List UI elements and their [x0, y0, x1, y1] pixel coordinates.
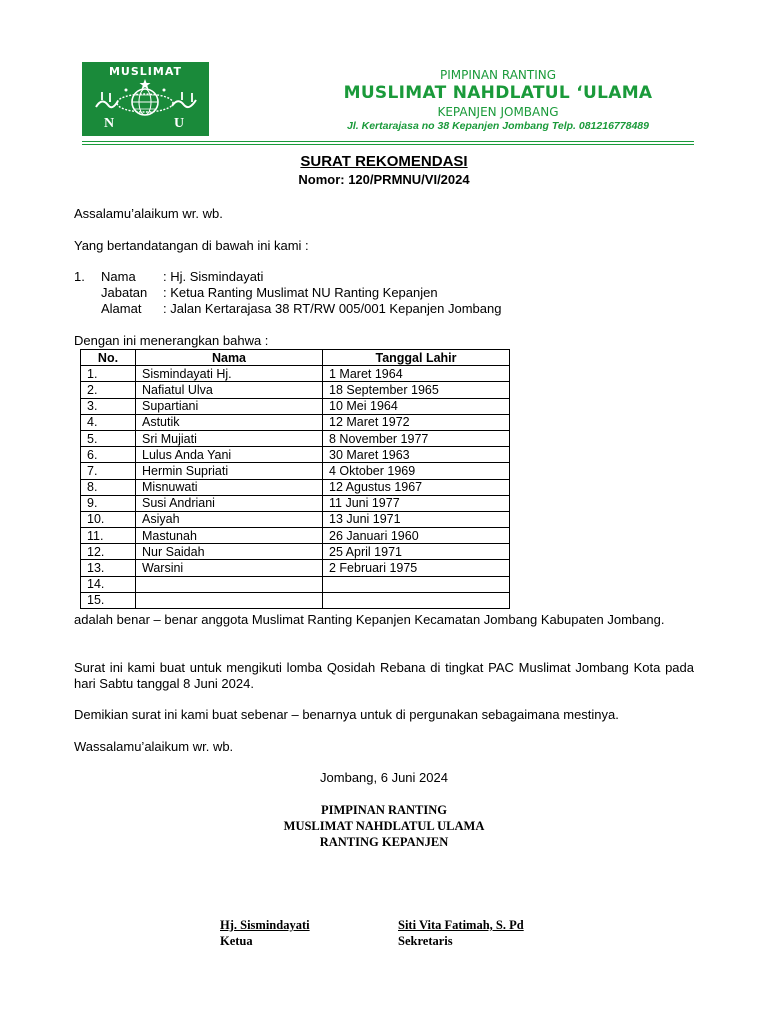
cell-no: 7.: [81, 463, 136, 479]
cell-nama: Hermin Supriati: [136, 463, 323, 479]
table-row: [81, 560, 510, 576]
cell-tanggal-lahir: 18 September 1965: [323, 382, 510, 398]
header-subtitle: PIMPINAN RANTING: [439, 68, 557, 82]
place-date: Jombang, 6 Juni 2024: [320, 770, 448, 785]
table-row: [81, 495, 510, 511]
cell-nama: Misnuwati: [136, 479, 323, 495]
cell-tanggal-lahir: 4 Oktober 1969: [323, 463, 510, 479]
signer-index: 1.: [74, 269, 85, 284]
cell-tanggal-lahir: 10 Mei 1964: [323, 398, 510, 414]
table-row: [81, 430, 510, 446]
cell-no: 10.: [81, 511, 136, 527]
signer-name-value: : Hj. Sismindayati: [163, 269, 264, 284]
table-row: [81, 398, 510, 414]
cell-tanggal-lahir: 26 Januari 1960: [323, 528, 510, 544]
cell-nama: Mastunah: [136, 528, 323, 544]
cell-no: 14.: [81, 576, 136, 592]
member-table: [80, 349, 510, 609]
table-row: [81, 366, 510, 382]
header-place: KEPANJEN JOMBANG: [437, 105, 559, 119]
cell-nama: Sri Mujiati: [136, 430, 323, 446]
signature-org-line2: MUSLIMAT NAHDLATUL ULAMA: [283, 819, 485, 833]
cell-tanggal-lahir: 25 April 1971: [323, 544, 510, 560]
muslimat-nu-logo: [82, 62, 209, 136]
signer-address-label: Alamat: [101, 301, 142, 316]
cell-no: 3.: [81, 398, 136, 414]
cell-no: 5.: [81, 430, 136, 446]
signer-position-value: : Ketua Ranting Muslimat NU Ranting Kepanjen: [163, 285, 438, 300]
cell-no: 6.: [81, 447, 136, 463]
membership-confirmation: adalah benar – benar anggota Muslimat Ranting Kepanjen Kecamatan Jombang Kabupaten Jombang.: [74, 612, 665, 627]
cell-tanggal-lahir: 30 Maret 1963: [323, 447, 510, 463]
column-header-tanggal-lahir: Tanggal Lahir: [323, 350, 510, 366]
table-row: [81, 576, 510, 592]
cell-no: 2.: [81, 382, 136, 398]
table-row: [81, 592, 510, 608]
cell-nama: Astutik: [136, 414, 323, 430]
statement-text: Dengan ini menerangkan bahwa :: [74, 333, 269, 348]
signatory-right-name: Siti Vita Fatimah, S. Pd: [398, 918, 524, 932]
cell-nama: Warsini: [136, 560, 323, 576]
signatory-left-role: Ketua: [220, 934, 253, 948]
cell-no: 1.: [81, 366, 136, 382]
cell-tanggal-lahir: 12 Maret 1972: [323, 414, 510, 430]
column-header-nama: Nama: [136, 350, 323, 366]
table-row: [81, 447, 510, 463]
cell-nama: [136, 592, 323, 608]
table-row: [81, 463, 510, 479]
cell-nama: Supartiani: [136, 398, 323, 414]
table-row: [81, 479, 510, 495]
signer-position-label: Jabatan: [101, 285, 148, 300]
cell-no: 15.: [81, 592, 136, 608]
table-header-row: [81, 350, 510, 366]
purpose-text: Surat ini kami buat untuk mengikuti lomba Qosidah Rebana di tingkat PAC Muslimat Jombang Kota pada hari Sabtu tanggal 8 Juni 2024.: [74, 660, 694, 691]
cell-no: 9.: [81, 495, 136, 511]
cell-no: 11.: [81, 528, 136, 544]
closing-statement: Demikian surat ini kami buat sebenar – benarnya untuk di pergunakan sebagaimana mestinya.: [74, 707, 619, 722]
greeting: Assalamu’alaikum wr. wb.: [74, 206, 223, 221]
logo-letter-u: U: [174, 116, 185, 131]
logo-top-text: MUSLIMAT: [108, 65, 182, 78]
table-row: [81, 544, 510, 560]
cell-nama: Lulus Anda Yani: [136, 447, 323, 463]
letter-number: Nomor: 120/PRMNU/VI/2024: [298, 172, 470, 187]
signatory-left-name: Hj. Sismindayati: [220, 918, 310, 932]
header-divider-bottom: [82, 144, 694, 145]
logo-letter-n: N: [104, 116, 115, 131]
cell-nama: Sismindayati Hj.: [136, 366, 323, 382]
cell-tanggal-lahir: 1 Maret 1964: [323, 366, 510, 382]
cell-tanggal-lahir: [323, 576, 510, 592]
cell-tanggal-lahir: 12 Agustus 1967: [323, 479, 510, 495]
signature-org-line1: PIMPINAN RANTING: [320, 803, 448, 817]
cell-tanggal-lahir: 8 November 1977: [323, 430, 510, 446]
cell-no: 13.: [81, 560, 136, 576]
cell-no: 4.: [81, 414, 136, 430]
signatory-right-role: Sekretaris: [398, 934, 453, 948]
cell-nama: Nur Saidah: [136, 544, 323, 560]
intro-text: Yang bertandatangan di bawah ini kami :: [74, 238, 309, 253]
cell-nama: Susi Andriani: [136, 495, 323, 511]
table-row: [81, 511, 510, 527]
cell-tanggal-lahir: 11 Juni 1977: [323, 495, 510, 511]
cell-nama: Asiyah: [136, 511, 323, 527]
cell-no: 8.: [81, 479, 136, 495]
cell-no: 12.: [81, 544, 136, 560]
letter-title: SURAT REKOMENDASI: [300, 153, 468, 170]
closing-greeting: Wassalamu’alaikum wr. wb.: [74, 739, 234, 754]
signature-org-line3: RANTING KEPANJEN: [319, 835, 449, 849]
cell-tanggal-lahir: 2 Februari 1975: [323, 560, 510, 576]
header-org-name: MUSLIMAT NAHDLATUL ‘ULAMA: [343, 83, 653, 103]
table-row: [81, 528, 510, 544]
cell-nama: Nafiatul Ulva: [136, 382, 323, 398]
signer-address-value: : Jalan Kertarajasa 38 RT/RW 005/001 Kepanjen Jombang: [163, 301, 502, 316]
signer-name-label: Nama: [101, 269, 136, 284]
column-header-no: No.: [81, 350, 136, 366]
header-divider-top: [82, 141, 694, 142]
table-row: [81, 382, 510, 398]
cell-tanggal-lahir: 13 Juni 1971: [323, 511, 510, 527]
cell-tanggal-lahir: [323, 592, 510, 608]
cell-nama: [136, 576, 323, 592]
header-address: Jl. Kertarajasa no 38 Kepanjen Jombang Telp. 081216778489: [347, 120, 649, 132]
table-row: [81, 414, 510, 430]
